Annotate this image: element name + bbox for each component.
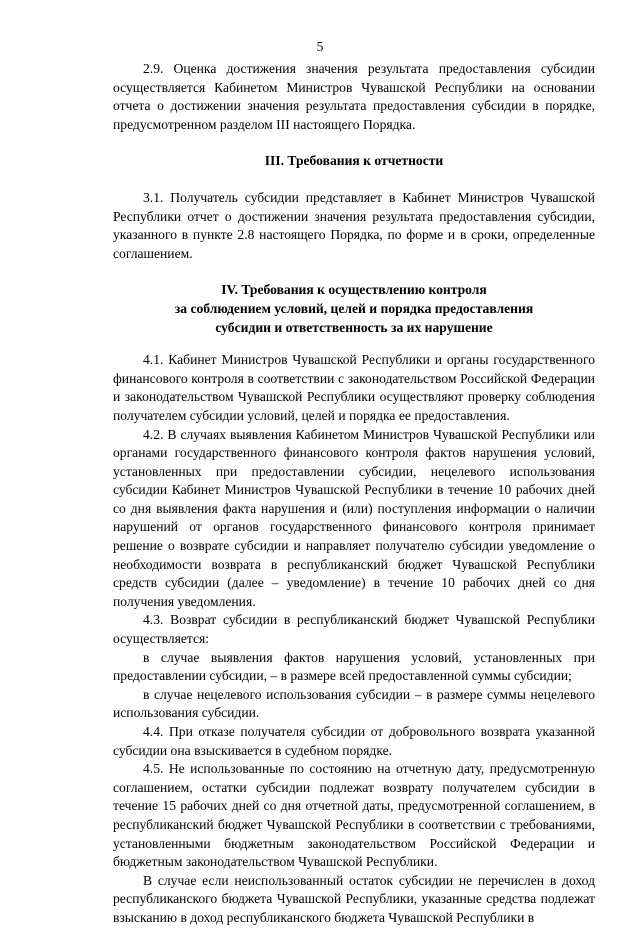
page-number: 5 bbox=[316, 39, 324, 54]
paragraph-4-4: 4.4. При отказе получателя субсидии от добровольного возврата указанной субсидии она взыскивается в судебном порядке. bbox=[113, 724, 595, 758]
document-body bbox=[113, 60, 595, 928]
section-heading-4-line3: субсидии и ответственность за их нарушение bbox=[215, 319, 493, 335]
section-heading-3: III. Требования к отчетности bbox=[264, 153, 444, 169]
paragraph-4-3-b: в случае нецелевого использования субсидии – в размере суммы нецелевого использования субсидии. bbox=[113, 686, 595, 721]
section-heading-4-line1: IV. Требования к осуществлению контроля bbox=[221, 282, 487, 298]
paragraph-4-3-a: в случае выявления фактов нарушения условий, установленных при предоставлении субсидии, – в размере всей предоставленной суммы субсидии; bbox=[113, 649, 595, 684]
paragraph-3-1: 3.1. Получатель субсидии представляет в Кабинет Министров Чувашской Республики отчет о достижении значения результата предоставления субсидии, указанного в пункте 2.8 настоящего Порядка, по форме и в сроки, определенные соглашением. bbox=[113, 189, 595, 261]
section-heading-4-line2: за соблюдением условий, целей и порядка предоставления bbox=[174, 300, 534, 316]
paragraph-2-9: 2.9. Оценка достижения значения результата предоставления субсидии осуществляется Кабинетом Министров Чувашской Республики на основании отчета о достижении значения результата предоставления субсидии в порядке, предусмотренном разделом III настоящего Порядка. bbox=[113, 61, 595, 132]
paragraph-4-5-b: В случае если неиспользованный остаток субсидии не перечислен в доход республиканского бюджета Чувашской Республики, указанные средства подлежат взысканию в доход республиканского бюджета Чувашской Республики в bbox=[113, 872, 595, 925]
paragraph-4-2: 4.2. В случаях выявления Кабинетом Министров Чувашской Республики или органами государственного финансового контроля фактов нарушения условий, установленных при предоставлении субсидии, нецелевого использования субсидии Кабинет Министров Чувашской Республики в течение 10 рабочих дней со дня выявления факта нарушения и (или) поступления информации о наличии нарушений от органов государственного финансового контроля принимает решение о возврате субсидии и направляет получателю субсидии уведомление о необходимости возврата в республиканский бюджет Чувашской Республики средств субсидии (далее – уведомление) в течение 10 рабочих дней со дня получения уведомления. bbox=[113, 426, 595, 609]
paragraph-4-3: 4.3. Возврат субсидии в республиканский бюджет Чувашской Республики осуществляется: bbox=[113, 612, 595, 647]
paragraph-4-5: 4.5. Не использованные по состоянию на отчетную дату, предусмотренную соглашением, остатки субсидии подлежат возврату получателем субсидии в течение 15 рабочих дней со дня отчетной даты, предусмотренной соглашением, в республиканский бюджет Чувашской Республики в соответствии с требованиями, установленными бюджетным законодательством Российской Федерации и бюджетным законодательством Чувашской Республики. bbox=[113, 761, 595, 870]
paragraph-4-1: 4.1. Кабинет Министров Чувашской Республики и органы государственного финансового контроля в соответствии с законодательством Российской Федерации и законодательством Чувашской Республики осуществляют проверку соблюдения получателем субсидии условий, целей и порядка ее предоставления. bbox=[113, 352, 595, 423]
